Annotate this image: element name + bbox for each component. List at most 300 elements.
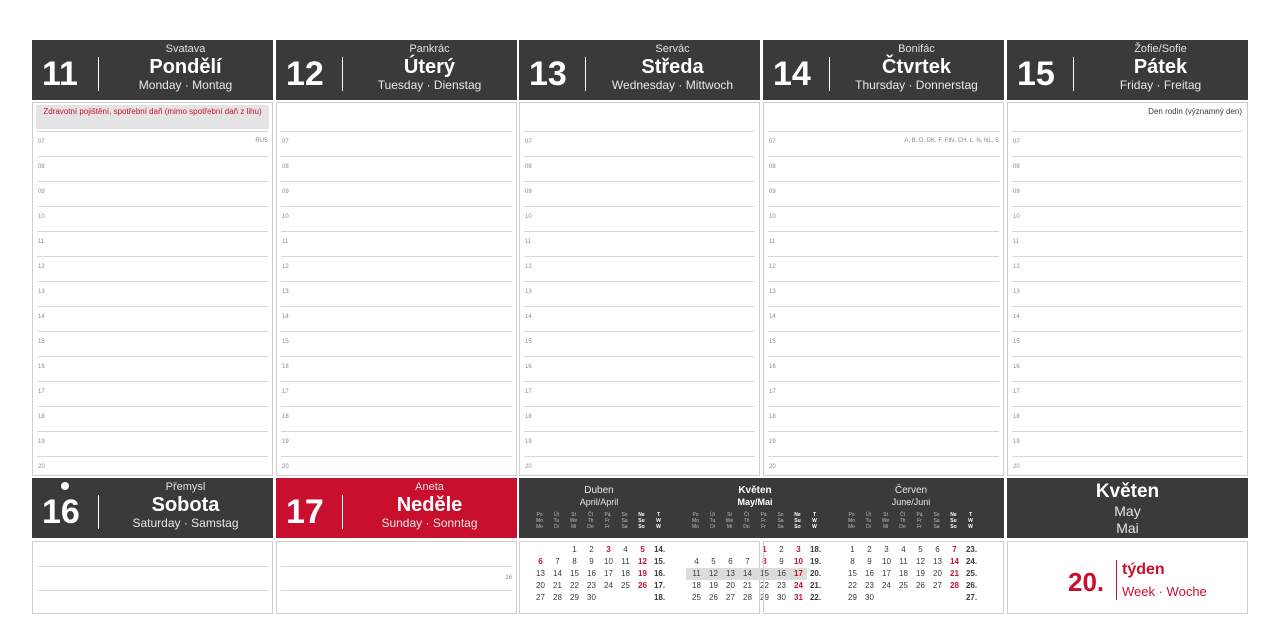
hour-row[interactable] [1012,131,1243,156]
hour-row[interactable] [524,156,755,181]
hour-row[interactable] [37,281,268,306]
date-cell: 30 [777,593,786,602]
hour-label: 18 [769,414,776,420]
date-cell: 1 [762,545,767,554]
name-day: Žofie/Sofie [1134,43,1187,55]
header-divider [1073,57,1074,91]
weekday-label: So Sa Sa [933,512,940,530]
week-title: týden [1122,561,1165,578]
hour-label: 16 [769,364,776,370]
date-cell: 28 [950,581,959,590]
hour-row[interactable] [37,256,268,281]
hour-label: 07 [282,139,289,145]
hour-row[interactable] [524,131,755,156]
mini-month-title [675,485,835,508]
mini-calendar-header [519,478,1004,538]
week-number-cell: 24. [965,557,978,566]
hour-row[interactable] [768,331,999,356]
weekday-label: St We Mi [725,512,734,530]
holiday-note: Den rodin (významný den) [1148,107,1242,116]
day-name: Středa [641,56,704,78]
hour-label: 07 [1013,139,1020,145]
hour-label: 16 [1013,364,1020,370]
hour-row[interactable] [768,356,999,381]
day-hours-area [32,102,273,476]
hour-row[interactable] [768,281,999,306]
hour-row[interactable] [768,131,999,156]
hour-row[interactable] [524,331,755,356]
date-cell: 26 [638,581,647,590]
date-cell: 16 [777,569,786,578]
hour-label: 10 [525,214,532,220]
header-divider [585,57,586,91]
hour-label: 09 [282,189,289,195]
date-cell: 2 [779,545,784,554]
writing-line [37,566,268,567]
day-column-sunday [276,478,517,581]
date-cell: 23 [777,581,786,590]
hour-row[interactable] [281,306,512,331]
weekday-label: Ne Su So [638,512,645,530]
hour-row[interactable] [281,431,512,456]
day-hours-area [276,102,517,476]
date-cell: 13 [726,569,735,578]
day-header [276,40,517,100]
hour-label: 08 [525,164,532,170]
hour-row[interactable] [1012,306,1243,331]
week-number: 20. [1068,567,1105,597]
date-cell: 10 [882,557,891,566]
date-cell: 1 [850,545,855,554]
weekday-label: St We Mi [881,512,890,530]
date-cell: 20 [933,569,942,578]
writing-line [281,566,512,567]
hour-label: 14 [282,314,289,320]
date-cell: 22 [848,581,857,590]
hour-label: 10 [38,214,45,220]
date-cell: 26 [916,581,925,590]
weekday-label: Čt Th Do [587,512,594,530]
hour-row[interactable] [1012,206,1243,231]
weekday-label: Čt Th Do [899,512,906,530]
hour-label: 17 [1013,389,1020,395]
hour-label: 09 [38,189,45,195]
date-cell: 15 [570,569,579,578]
header-divider [342,495,343,529]
date-cell: 3 [606,545,611,554]
date-cell: 28 [553,593,562,602]
weekday-label: Po Mo Mo [692,512,699,530]
hour-row[interactable] [1012,431,1243,456]
day-hours-area [763,102,1004,476]
hour-row[interactable] [768,181,999,206]
hour-label: 09 [1013,189,1020,195]
hour-row[interactable] [37,406,268,431]
week-number-cell: 17. [653,581,666,590]
date-cell: 16 [587,569,596,578]
date-cell: 31 [794,593,803,602]
weekday-label: T W W [812,512,817,530]
hour-label: 13 [1013,289,1020,295]
hour-row[interactable] [1012,381,1243,406]
date-cell: 29 [760,593,769,602]
hour-row[interactable] [524,206,755,231]
hour-row[interactable] [524,231,755,256]
header-divider [98,495,99,529]
date-cell: 8 [572,557,577,566]
weekday-label: Čt Th Do [743,512,750,530]
name-day: Svatava [165,43,206,55]
date-cell: 4 [694,557,699,566]
month-name-de: Mai [1116,520,1139,536]
weekday-label: Ne Su So [950,512,957,530]
hour-row[interactable] [1012,406,1243,431]
day-header [519,40,760,100]
date-cell: 7 [745,557,750,566]
hour-row[interactable] [1012,356,1243,381]
name-day: Bonifác [898,43,935,55]
hour-row[interactable] [281,406,512,431]
date-cell: 27 [933,581,942,590]
hour-row[interactable] [37,206,268,231]
weekday-label: Út Tu Di [709,512,716,530]
hour-label: 20 [282,464,289,470]
hour-row[interactable] [37,131,268,156]
date-cell: 5 [918,545,923,554]
date-cell: 7 [952,545,957,554]
day-number: 15 [1017,55,1055,93]
week-number-cell: 27. [965,593,978,602]
week-subtitle: Week · Woche [1122,584,1207,599]
hour-row[interactable] [524,281,755,306]
date-cell: 2 [589,545,594,554]
weekday-label: Út Tu Di [865,512,872,530]
day-number: 17 [286,493,324,531]
date-cell: 2 [867,545,872,554]
hour-row[interactable] [768,381,999,406]
month-name: Květen [1095,481,1160,502]
week-number-cell: 15. [653,557,666,566]
date-cell: 28 [743,593,752,602]
hour-label: 12 [1013,264,1020,270]
date-cell: 15 [848,569,857,578]
hour-label: 13 [525,289,532,295]
week-number-cell: 20. [809,569,822,578]
hour-label: 08 [769,164,776,170]
month-translation: April/April [579,497,619,507]
hour-row[interactable] [524,406,755,431]
month-name: Květen [738,485,772,496]
hour-row[interactable] [37,331,268,356]
day-column [519,40,760,470]
month-name: Duben [584,485,614,496]
hour-label: 20 [1013,464,1020,470]
day-name-translation: Saturday · Samstag [132,516,239,530]
hour-label: 13 [282,289,289,295]
hour-label: 09 [525,189,532,195]
name-day: Pankrác [409,43,450,55]
hour-row[interactable] [768,231,999,256]
date-cell: 9 [779,557,784,566]
day-hours-area [519,102,760,476]
hour-row[interactable] [524,381,755,406]
day-number: 16 [42,493,80,531]
date-cell: 13 [933,557,942,566]
date-cell: 8 [850,557,855,566]
day-number: 11 [42,55,78,93]
date-cell: 4 [901,545,906,554]
date-cell: 21 [743,581,752,590]
day-column [763,40,1004,470]
day-hours-area [1007,102,1248,476]
hour-row[interactable] [768,206,999,231]
hour-label: 10 [769,214,776,220]
date-cell: 3 [884,545,889,554]
hour-label: 11 [525,239,532,245]
date-cell: 13 [536,569,545,578]
hour-label: 19 [769,439,776,445]
date-cell: 17 [882,569,891,578]
hour-row[interactable] [1012,181,1243,206]
hour-label: 12 [525,264,532,270]
hour-row[interactable] [37,231,268,256]
hour-row[interactable] [281,206,512,231]
hour-label: 11 [38,239,45,245]
hour-label: 18 [1013,414,1020,420]
date-cell: 6 [728,557,733,566]
date-cell: 10 [604,557,613,566]
hour-label: 20 [769,464,776,470]
day-header [763,40,1004,100]
hour-row[interactable] [768,406,999,431]
date-cell: 24 [794,581,803,590]
day-name: Úterý [403,56,456,78]
week-number-cell: 22. [809,593,822,602]
hour-row[interactable] [1012,156,1243,181]
hour-label: 14 [38,314,45,320]
day-header [32,40,273,100]
writing-line [281,590,512,591]
day-header [32,478,273,538]
hour-row[interactable] [524,431,755,456]
hour-label: 17 [769,389,776,395]
day-name-translation: Tuesday · Dienstag [377,78,482,92]
hour-row[interactable] [37,431,268,456]
date-cell: 25 [692,593,701,602]
date-cell: 11 [899,557,908,566]
day-column [32,40,273,470]
date-cell: 21 [553,581,562,590]
mini-calendar-left [519,541,822,614]
hour-row[interactable] [37,356,268,381]
hour-row[interactable] [281,231,512,256]
date-cell: 23 [587,581,596,590]
day-number: 14 [773,55,811,93]
writing-line [37,590,268,591]
hour-row[interactable] [281,131,512,156]
date-cell: 3 [796,545,801,554]
hour-row[interactable] [768,256,999,281]
hour-row[interactable] [1012,331,1243,356]
date-cell: 14 [553,569,562,578]
hour-label: 19 [38,439,45,445]
hour-label: 14 [1013,314,1020,320]
date-cell: 21 [950,569,959,578]
day-name: Čtvrtek [882,56,951,78]
name-day: Servác [655,43,690,55]
hour-row[interactable] [281,156,512,181]
weekday-label: Út Tu Di [553,512,560,530]
hour-row[interactable] [768,431,999,456]
name-day: Přemysl [165,481,206,493]
holiday-note [280,105,513,129]
date-cell: 29 [570,593,579,602]
hour-row[interactable] [768,306,999,331]
hour-row[interactable] [524,306,755,331]
hour-label: 11 [1013,239,1020,245]
hour-label: 13 [38,289,45,295]
hour-row[interactable] [281,181,512,206]
hour-label: 16 [282,364,289,370]
day-name-translation: Sunday · Sonntag [381,516,478,530]
hour-label: 20 [38,464,45,470]
week-number-cell: 19. [809,557,822,566]
date-cell: 27 [726,593,735,602]
hour-label: 11 [282,239,289,245]
date-cell: 18 [899,569,908,578]
date-cell: 25 [621,581,630,590]
hour-label: 18 [282,414,289,420]
date-cell: 1 [572,545,577,554]
weekday-label: Pá Fr Fr [760,512,767,530]
hour-row[interactable] [281,256,512,281]
weekday-label: Po Mo Mo [536,512,543,530]
month-name-en: May [1114,503,1141,519]
hour-label: 13 [769,289,776,295]
hour-row[interactable] [281,331,512,356]
month-name: Červen [894,485,928,496]
day-number: 13 [529,55,567,93]
hour-label: 19 [282,439,289,445]
month-translation: May/Mai [737,497,773,507]
hour-label: 15 [769,339,776,345]
hour-label: 16 [38,364,45,370]
hour-label: 16 [525,364,532,370]
hour-label: 07 [38,139,45,145]
date-cell: 11 [621,557,630,566]
holiday-note [523,105,756,129]
month-translation: June/Juni [891,497,931,507]
date-cell: 6 [538,557,543,566]
day-name: Pondělí [149,56,222,78]
date-cell: 29 [848,593,857,602]
moon-phase-icon [61,482,69,490]
date-cell: 11 [692,569,701,578]
day-name-translation: Monday · Montag [138,78,233,92]
hour-row[interactable] [524,256,755,281]
hour-label: 15 [1013,339,1020,345]
day-name: Pátek [1133,56,1188,78]
date-cell: 19 [638,569,647,578]
date-cell: 22 [760,581,769,590]
hour-label: 17 [525,389,532,395]
header-divider [829,57,830,91]
weekday-label: T W W [968,512,973,530]
date-cell: 24 [882,581,891,590]
hour-label: 10 [282,214,289,220]
date-cell: 18 [692,581,701,590]
mini-month-title [519,485,679,508]
mini-calendar-right [763,541,1004,614]
date-cell: 19 [916,569,925,578]
hour-row[interactable] [1012,281,1243,306]
hour-label: 18 [525,414,532,420]
hour-label: 15 [282,339,289,345]
date-cell: 10 [794,557,803,566]
hour-row[interactable] [1012,231,1243,256]
date-cell: 8 [762,557,767,566]
hour-label: 19 [1013,439,1020,445]
hour-label: 20 [525,464,532,470]
date-cell: 25 [899,581,908,590]
hour-label: 08 [282,164,289,170]
hour-row[interactable] [1012,256,1243,281]
hour-label: 12 [769,264,776,270]
week-number-cell: 26. [965,581,978,590]
hour-row[interactable] [37,181,268,206]
hour-row[interactable] [524,181,755,206]
day-name-translation: Friday · Freitag [1119,78,1202,92]
hour-row[interactable] [524,356,755,381]
hour-row[interactable] [768,156,999,181]
date-cell: 20 [726,581,735,590]
week-number-cell: 23. [965,545,978,554]
date-cell: 17 [794,569,803,578]
month-header [1007,478,1248,538]
date-cell: 22 [570,581,579,590]
hour-marker: 16 [505,575,512,581]
week-number-cell: 14. [653,545,666,554]
date-cell: 19 [709,581,718,590]
date-cell: 16 [865,569,874,578]
hour-label: 07 [769,139,776,145]
day-writing-area[interactable] [32,541,273,614]
date-cell: 9 [867,557,872,566]
hour-label: 08 [1013,164,1020,170]
week-number-cell: 16. [653,569,666,578]
date-cell: 5 [711,557,716,566]
day-writing-area[interactable] [276,541,517,614]
weekday-label: Ne Su So [794,512,801,530]
hour-row[interactable] [37,381,268,406]
hour-row[interactable] [37,306,268,331]
hour-row[interactable] [281,381,512,406]
weekday-label: So Sa Sa [777,512,784,530]
hour-label: 11 [769,239,776,245]
hour-label: 15 [525,339,532,345]
holiday-note: Zdravotní pojištění, spotřební daň (mimo spotřební daň z lihu) [36,105,269,129]
hour-label: 14 [769,314,776,320]
hour-label: 15 [38,339,45,345]
date-cell: 24 [604,581,613,590]
hour-row[interactable] [281,281,512,306]
week-number-box [1007,541,1248,614]
date-cell: 30 [587,593,596,602]
hour-row[interactable] [37,156,268,181]
day-name: Neděle [396,494,463,516]
hour-label: 12 [282,264,289,270]
hour-row[interactable] [281,356,512,381]
